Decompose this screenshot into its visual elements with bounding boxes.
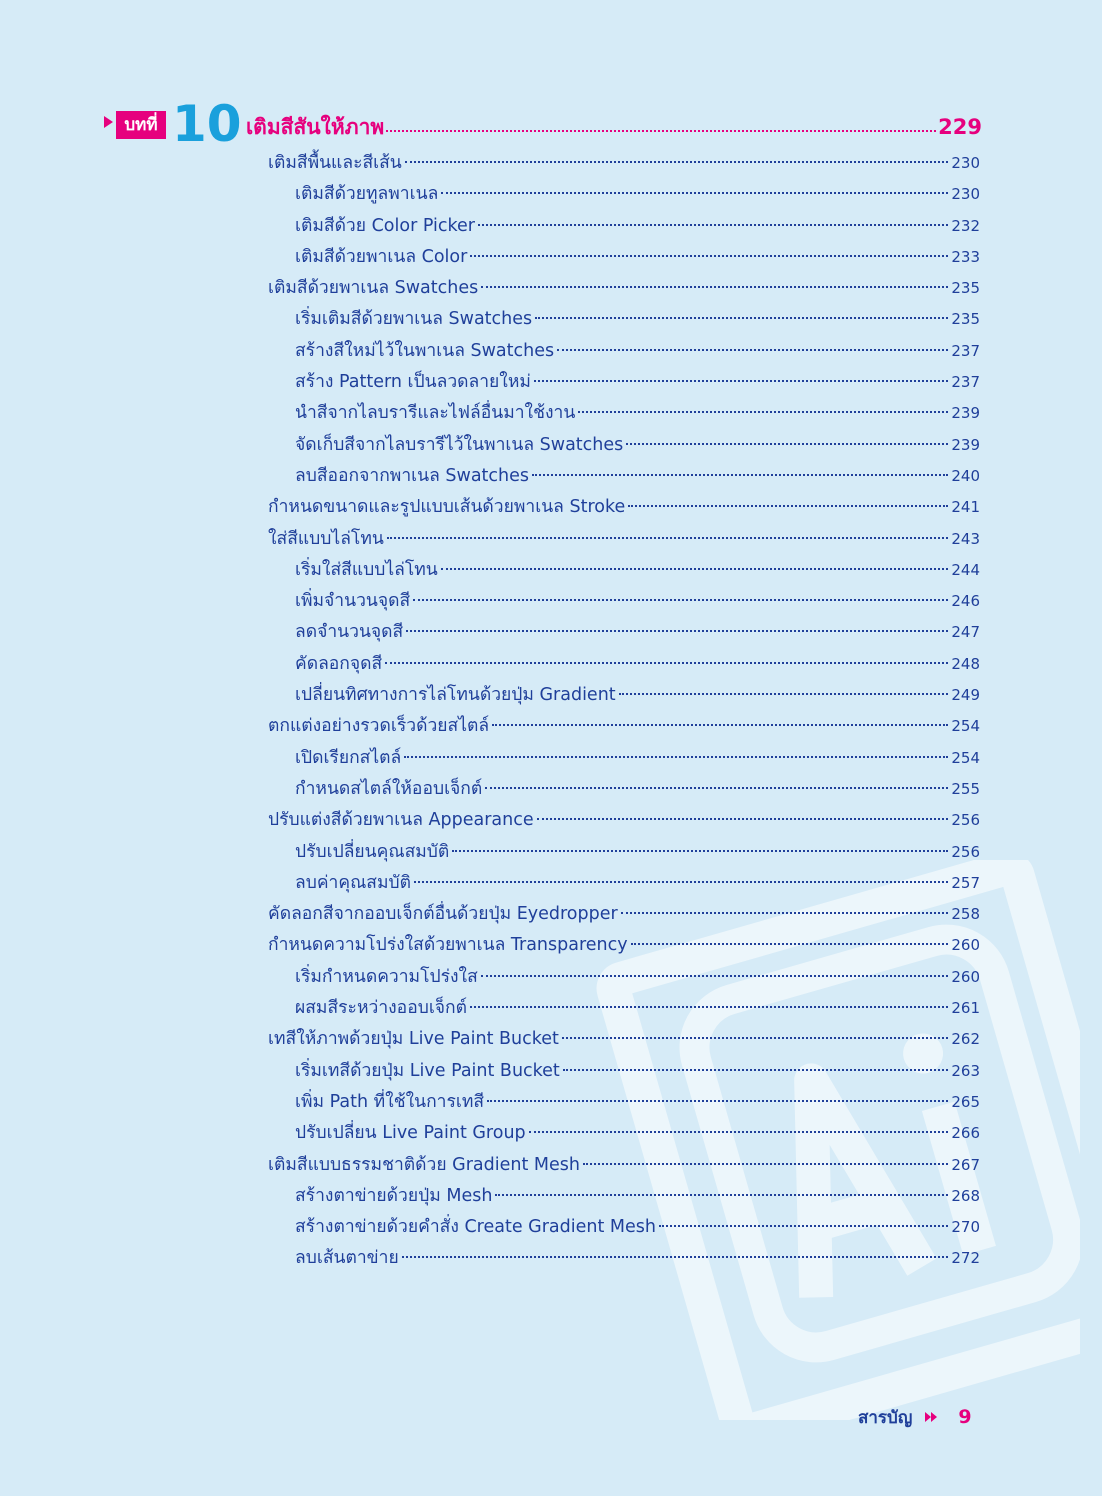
footer-label: สารบัญ: [858, 1407, 913, 1428]
toc-subsection-entry[interactable]: [295, 1118, 980, 1149]
toc-entry-title: เพิ่ม Path ที่ใช้ในการเทสี: [295, 1091, 485, 1112]
toc-entry-title: ลดจำนวนจุดสี: [295, 622, 404, 643]
toc-entry-page: 263: [951, 1061, 980, 1080]
toc-leader-dots: [532, 473, 948, 476]
toc-entry-title: นำสีจากไลบรารีและไฟล์อื่นมาใช้งาน: [295, 403, 576, 424]
toc-entry-page: 261: [951, 999, 980, 1018]
toc-entry-title: สร้าง Pattern เป็นลวดลายใหม่: [295, 372, 531, 393]
toc-entry-page: 248: [951, 654, 980, 673]
toc-entry-page: 266: [951, 1124, 980, 1143]
toc-subsection-entry[interactable]: [295, 304, 980, 335]
toc-leader-dots: [387, 536, 949, 539]
toc-entry-title: เติมสีแบบธรรมชาติด้วย Gradient Mesh: [268, 1154, 580, 1175]
chapter-number: 10: [172, 95, 242, 153]
toc-entry-title: เติมสีด้วยทูลพาเนล: [295, 184, 439, 205]
toc-entry-title: เติมสีพื้นและสีเส้น: [268, 153, 402, 173]
toc-entry-page: 268: [951, 1186, 980, 1205]
toc-entry-title: สร้างตาข่ายด้วยคำสั่ง Create Gradient Mesh: [295, 1217, 656, 1238]
toc-leader-dots: [529, 1130, 949, 1133]
chapter-title: เติมสีสันให้ภาพ: [246, 115, 385, 139]
toc-entry-title: ตกแต่งอย่างรวดเร็วด้วยสไตล์: [268, 716, 490, 737]
toc-leader-dots: [441, 567, 949, 570]
toc-leader-dots: [413, 598, 948, 601]
toc-section-entry[interactable]: [268, 899, 980, 930]
toc-entry-title: เทสีให้ภาพด้วยปุ่ม Live Paint Bucket: [268, 1029, 559, 1050]
toc-entry-title: ปรับเปลี่ยน Live Paint Group: [295, 1123, 526, 1144]
double-chevron-icon: [924, 1410, 938, 1424]
toc-entry-page: 270: [951, 1218, 980, 1237]
toc-entry-title: ลบสีออกจากพาเนล Swatches: [295, 465, 530, 486]
toc-subsection-entry[interactable]: [295, 868, 980, 899]
toc-subsection-entry[interactable]: [295, 1212, 980, 1243]
toc-entry-title: เพิ่มจำนวนจุดสี: [295, 591, 411, 612]
toc-entry-title: เติมสีด้วย Color Picker: [295, 215, 475, 236]
toc-entry-title: เปิดเรียกสไตล์: [295, 747, 402, 768]
toc-leader-dots: [537, 817, 949, 820]
toc-leader-dots: [631, 942, 949, 945]
chapter-leader-dots: [386, 108, 936, 132]
toc-entry-title: สร้างสีใหม่ไว้ในพาเนล Swatches: [295, 340, 555, 361]
toc-subsection-entry[interactable]: [295, 993, 980, 1024]
toc-leader-dots: [485, 786, 948, 789]
chapter-label: บทที่: [116, 111, 166, 139]
toc-entry-page: 235: [951, 279, 980, 298]
toc-entry-page: 265: [951, 1092, 980, 1111]
toc-section-entry[interactable]: [268, 492, 980, 523]
toc-entry-page: 235: [951, 310, 980, 329]
toc-entry-title: กำหนดสไตล์ให้ออบเจ็กต์: [295, 778, 483, 799]
toc-leader-dots: [535, 316, 948, 319]
toc-entry-page: 237: [951, 373, 980, 392]
toc-leader-dots: [487, 1099, 948, 1102]
toc-entry-title: เริ่มใส่สีแบบไล่โทน: [295, 559, 438, 580]
toc-subsection-entry[interactable]: [295, 837, 980, 868]
toc-subsection-entry[interactable]: [295, 555, 980, 586]
toc-leader-dots: [626, 442, 948, 445]
toc-entry-title: เติมสีด้วยพาเนล Swatches: [268, 278, 479, 299]
toc-entry-page: 241: [951, 498, 980, 517]
toc-leader-dots: [402, 1255, 949, 1258]
toc-leader-dots: [628, 504, 948, 507]
toc-entry-page: 237: [951, 341, 980, 360]
footer: [858, 1402, 972, 1432]
chapter-page: 229: [938, 115, 982, 139]
toc-section-entry[interactable]: [268, 524, 980, 555]
toc-entry-title: ผสมสีระหว่างออบเจ็กต์: [295, 998, 468, 1019]
toc-leader-dots: [659, 1224, 948, 1227]
toc-entry-page: 254: [951, 748, 980, 767]
play-arrow-icon: [104, 116, 113, 128]
chapter-title-line[interactable]: [246, 110, 982, 142]
footer-page-number: 9: [958, 1406, 972, 1428]
toc-entry-page: 246: [951, 592, 980, 611]
toc-section-entry[interactable]: [268, 930, 980, 961]
toc-entry-title: เริ่มเทสีด้วยปุ่ม Live Paint Bucket: [295, 1060, 560, 1081]
toc-section-entry[interactable]: [268, 711, 980, 742]
toc-leader-dots: [385, 661, 948, 664]
toc-entry-page: 257: [951, 873, 980, 892]
toc-entry-title: ลบค่าคุณสมบัติ: [295, 872, 411, 893]
toc-subsection-entry[interactable]: [295, 398, 980, 429]
toc-subsection-entry[interactable]: [295, 680, 980, 711]
toc-section-entry[interactable]: [268, 1150, 980, 1181]
toc-entry-page: 240: [951, 466, 980, 485]
toc-entry-page: 267: [951, 1155, 980, 1174]
toc-entry-page: 239: [951, 435, 980, 454]
chapter-header: [0, 0, 1102, 160]
toc-list: [0, 148, 1102, 1275]
toc-leader-dots: [562, 1036, 949, 1039]
toc-entry-page: 249: [951, 686, 980, 705]
toc-leader-dots: [578, 410, 948, 413]
toc-entry-title: คัดลอกสีจากออบเจ็กต์อื่นด้วยปุ่ม Eyedropper: [268, 904, 618, 925]
toc-subsection-entry[interactable]: [295, 774, 980, 805]
toc-subsection-entry[interactable]: [295, 1181, 980, 1212]
toc-subsection-entry[interactable]: [295, 461, 980, 492]
toc-entry-title: ปรับเปลี่ยนคุณสมบัติ: [295, 841, 450, 862]
toc-entry-title: ลบเส้นตาข่าย: [295, 1248, 399, 1269]
toc-leader-dots: [492, 723, 948, 726]
toc-leader-dots: [406, 629, 948, 632]
toc-leader-dots: [414, 880, 948, 883]
toc-entry-title: ปรับแต่งสีด้วยพาเนล Appearance: [268, 810, 534, 831]
toc-entry-page: 256: [951, 842, 980, 861]
toc-subsection-entry[interactable]: [295, 1056, 980, 1087]
toc-leader-dots: [481, 974, 949, 977]
toc-entry-page: 244: [951, 560, 980, 579]
toc-section-entry[interactable]: [268, 805, 980, 836]
toc-subsection-entry[interactable]: [295, 743, 980, 774]
toc-entry-page: 230: [951, 154, 980, 172]
toc-section-entry[interactable]: [268, 148, 980, 179]
toc-leader-dots: [404, 755, 948, 758]
toc-leader-dots: [470, 254, 948, 257]
toc-leader-dots: [557, 348, 948, 351]
toc-entry-page: 233: [951, 247, 980, 266]
toc-entry-title: จัดเก็บสีจากไลบรารีไว้ในพาเนล Swatches: [295, 434, 624, 455]
toc-leader-dots: [563, 1068, 949, 1071]
toc-section-entry[interactable]: [268, 273, 980, 304]
toc-entry-page: 239: [951, 404, 980, 423]
toc-subsection-entry[interactable]: [295, 649, 980, 680]
toc-entry-page: 247: [951, 623, 980, 642]
toc-entry-title: คัดลอกจุดสี: [295, 653, 383, 674]
toc-entry-title: เริ่มกำหนดความโปร่งใส: [295, 966, 478, 987]
toc-entry-page: 262: [951, 1030, 980, 1049]
toc-section-entry[interactable]: [268, 1024, 980, 1055]
toc-subsection-entry[interactable]: [295, 336, 980, 367]
toc-entry-page: 254: [951, 717, 980, 736]
toc-entry-page: 260: [951, 936, 980, 955]
toc-entry-page: 255: [951, 779, 980, 798]
toc-entry-title: เติมสีด้วยพาเนล Color: [295, 246, 468, 267]
toc-leader-dots: [534, 379, 948, 382]
toc-leader-dots: [470, 1005, 948, 1008]
toc-subsection-entry[interactable]: [295, 211, 980, 242]
toc-subsection-entry[interactable]: [295, 242, 980, 273]
toc-subsection-entry[interactable]: [295, 586, 980, 617]
toc-leader-dots: [452, 849, 948, 852]
toc-entry-page: 258: [951, 905, 980, 924]
toc-leader-dots: [495, 1193, 948, 1196]
toc-entry-title: เริ่มเติมสีด้วยพาเนล Swatches: [295, 309, 533, 330]
toc-entry-page: 243: [951, 529, 980, 548]
toc-entry-title: สร้างตาข่ายด้วยปุ่ม Mesh: [295, 1185, 493, 1206]
toc-entry-page: 256: [951, 811, 980, 830]
toc-subsection-entry[interactable]: [295, 430, 980, 461]
toc-leader-dots: [481, 285, 948, 288]
toc-entry-title: กำหนดขนาดและรูปแบบเส้นด้วยพาเนล Stroke: [268, 497, 626, 518]
toc-entry-page: 232: [951, 216, 980, 235]
toc-subsection-entry[interactable]: [295, 962, 980, 993]
toc-subsection-entry[interactable]: [295, 367, 980, 398]
toc-subsection-entry[interactable]: [295, 1243, 980, 1274]
toc-leader-dots: [619, 692, 949, 695]
toc-leader-dots: [405, 160, 949, 163]
toc-subsection-entry[interactable]: [295, 617, 980, 648]
toc-subsection-entry[interactable]: [295, 1087, 980, 1118]
toc-entry-page: 260: [951, 967, 980, 986]
toc-leader-dots: [478, 223, 948, 226]
toc-leader-dots: [621, 911, 949, 914]
toc-entry-title: เปลี่ยนทิศทางการไล่โทนด้วยปุ่ม Gradient: [295, 685, 616, 706]
toc-entry-title: ใส่สีแบบไล่โทน: [268, 528, 384, 549]
toc-entry-page: 272: [951, 1249, 980, 1268]
toc-leader-dots: [583, 1162, 948, 1165]
toc-leader-dots: [441, 191, 948, 194]
toc-entry-title: กำหนดความโปร่งใสด้วยพาเนล Transparency: [268, 935, 628, 956]
toc-entry-page: 230: [951, 185, 980, 204]
toc-subsection-entry[interactable]: [295, 179, 980, 210]
